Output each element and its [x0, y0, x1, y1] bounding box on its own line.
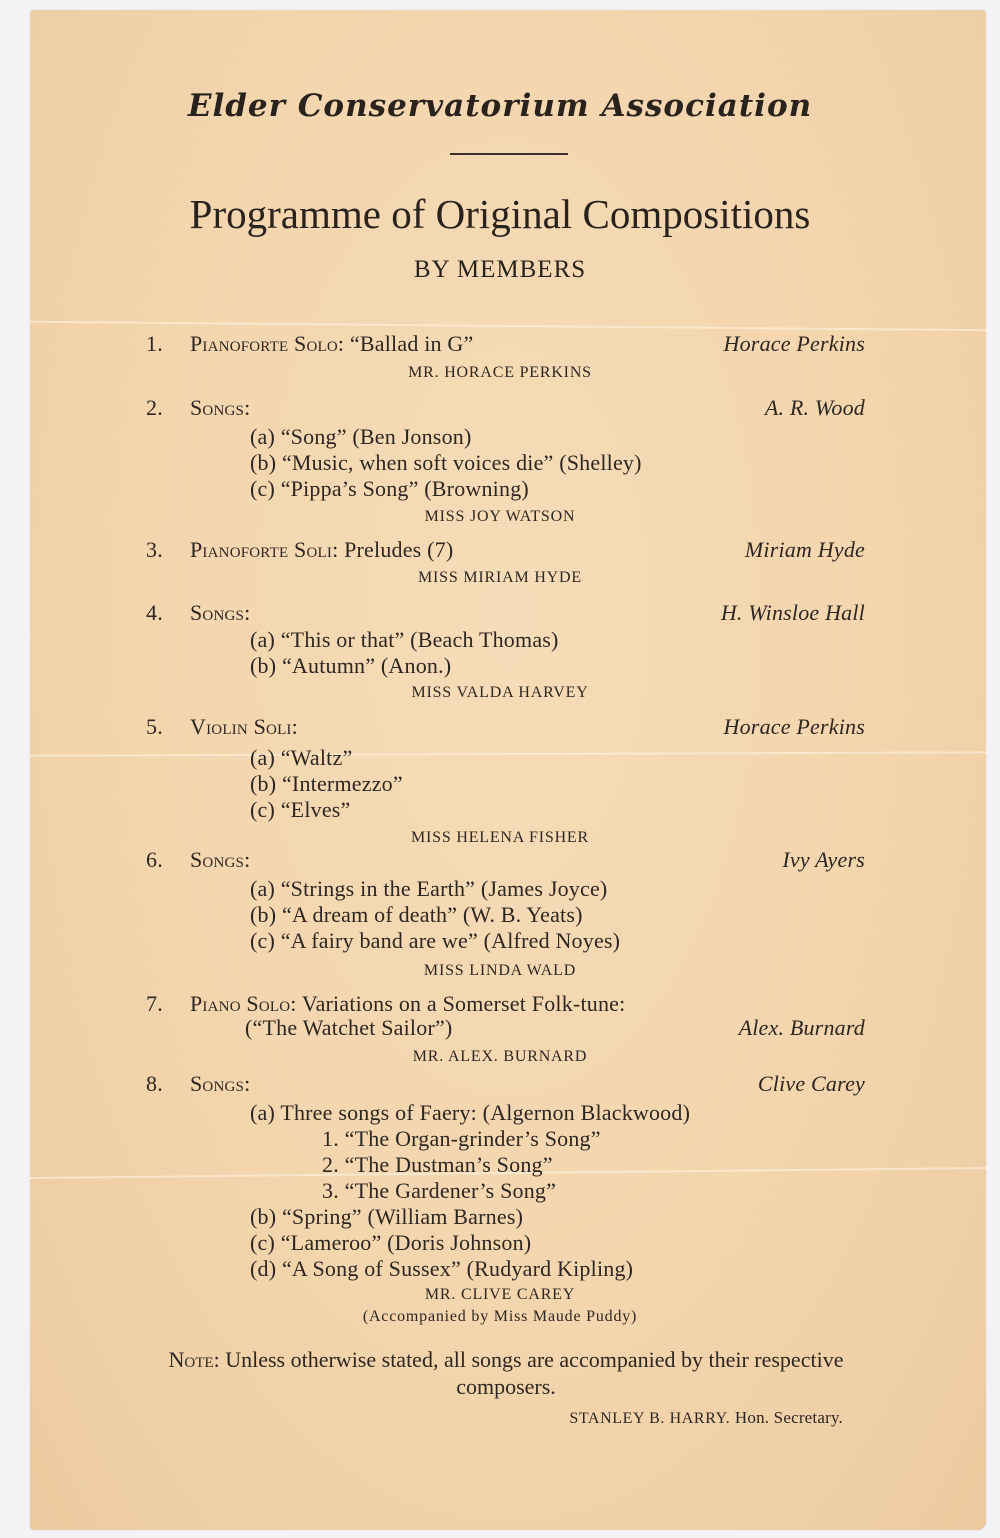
item-performer: MR. ALEX. BURNARD [412, 1048, 588, 1065]
item-subitem: (b) “A dream of death” (W. B. Yeats) [250, 902, 583, 927]
item-composer: A. R. Wood [764, 395, 865, 420]
item-performer: MISS VALDA HARVEY [411, 684, 589, 701]
item-number: 8. [146, 1071, 163, 1096]
item-composer: Horace Perkins [723, 714, 865, 739]
item-number: 7. [146, 991, 163, 1016]
item-subitem: (b) “Spring” (William Barnes) [250, 1204, 524, 1229]
item-number: 1. [146, 331, 163, 356]
item-performer: MISS MIRIAM HYDE [418, 569, 582, 586]
item-performer: MR. CLIVE CAREY [424, 1286, 576, 1303]
item-subitem: (a) Three songs of Faery: (Algernon Blackwood) [250, 1100, 691, 1125]
item-composer: Clive Carey [757, 1071, 865, 1096]
item-subitem: 3. “The Gardener’s Song” [322, 1178, 557, 1203]
item-composer: Miriam Hyde [744, 537, 865, 562]
item-heading: Piano Solo: Variations on a Somerset Folk-tune: [190, 991, 626, 1016]
item-performer: MISS LINDA WALD [423, 962, 577, 979]
item-composer: Horace Perkins [723, 331, 865, 356]
item-number: 3. [146, 537, 163, 562]
item-number: 4. [146, 600, 163, 625]
signature-name: STANLEY B. HARRY. [569, 1410, 731, 1427]
item-subitem: (a) “This or that” (Beach Thomas) [250, 627, 559, 652]
item-subitem: (b) “Intermezzo” [250, 771, 403, 796]
item-number: 5. [146, 714, 163, 739]
item-number: 2. [146, 395, 163, 420]
item-subitem: (a) “Strings in the Earth” (James Joyce) [250, 876, 608, 901]
page-subtitle: BY MEMBERS [413, 256, 587, 283]
item-subitem: 1. “The Organ-grinder’s Song” [322, 1126, 601, 1151]
title-divider [450, 153, 568, 155]
item-subitem: (d) “A Song of Sussex” (Rudyard Kipling) [250, 1256, 634, 1281]
note-label: Note [168, 1347, 214, 1372]
item-heading: Songs: [190, 847, 251, 872]
programme-note: Note: Unless otherwise stated, all songs are accompanied by their respective composers. [168, 1347, 844, 1399]
item-subitem: 2. “The Dustman’s Song” [322, 1152, 553, 1177]
item-subitem: (c) “Elves” [250, 797, 351, 822]
item-subitem: (b) “Autumn” (Anon.) [250, 653, 452, 678]
item-composer: Alex. Burnard [738, 1015, 865, 1040]
item-heading: Songs: [190, 1071, 251, 1096]
note-text: Unless otherwise stated, all songs are accompanied by their respective composers. [225, 1347, 844, 1399]
item-composer: H. Winsloe Hall [720, 600, 865, 625]
item-performer: MISS JOY WATSON [424, 508, 576, 525]
item-subitem: (a) “Waltz” [250, 745, 353, 770]
item-number: 6. [146, 847, 163, 872]
item-performer: MR. HORACE PERKINS [408, 364, 592, 381]
item-heading: Songs: [190, 395, 251, 420]
item-performer: MISS HELENA FISHER [411, 829, 589, 846]
signature-title: Hon. Secretary. [734, 1408, 843, 1427]
item-heading: Pianoforte Solo: “Ballad in G” [190, 331, 474, 356]
item-performer-note: (Accompanied by Miss Maude Puddy) [362, 1308, 638, 1325]
item-subitem: (c) “Pippa’s Song” (Browning) [250, 476, 529, 501]
signature [569, 1408, 843, 1428]
item-heading: Violin Soli: [190, 714, 298, 739]
item-detail-continued: (“The Watchet Sailor”) [245, 1015, 453, 1040]
item-subitem: (c) “A fairy band are we” (Alfred Noyes) [250, 928, 621, 953]
item-subitem: (b) “Music, when soft voices die” (Shelley) [250, 450, 642, 475]
item-heading: Pianoforte Soli: Preludes (7) [190, 537, 454, 562]
page-title: Programme of Original Compositions [189, 191, 811, 237]
organization-name: Elder Conservatorium Association [187, 88, 813, 124]
item-composer: Ivy Ayers [782, 847, 865, 872]
item-heading: Songs: [190, 600, 251, 625]
item-subitem: (c) “Lameroo” (Doris Johnson) [250, 1230, 532, 1255]
item-subitem: (a) “Song” (Ben Jonson) [250, 424, 472, 449]
